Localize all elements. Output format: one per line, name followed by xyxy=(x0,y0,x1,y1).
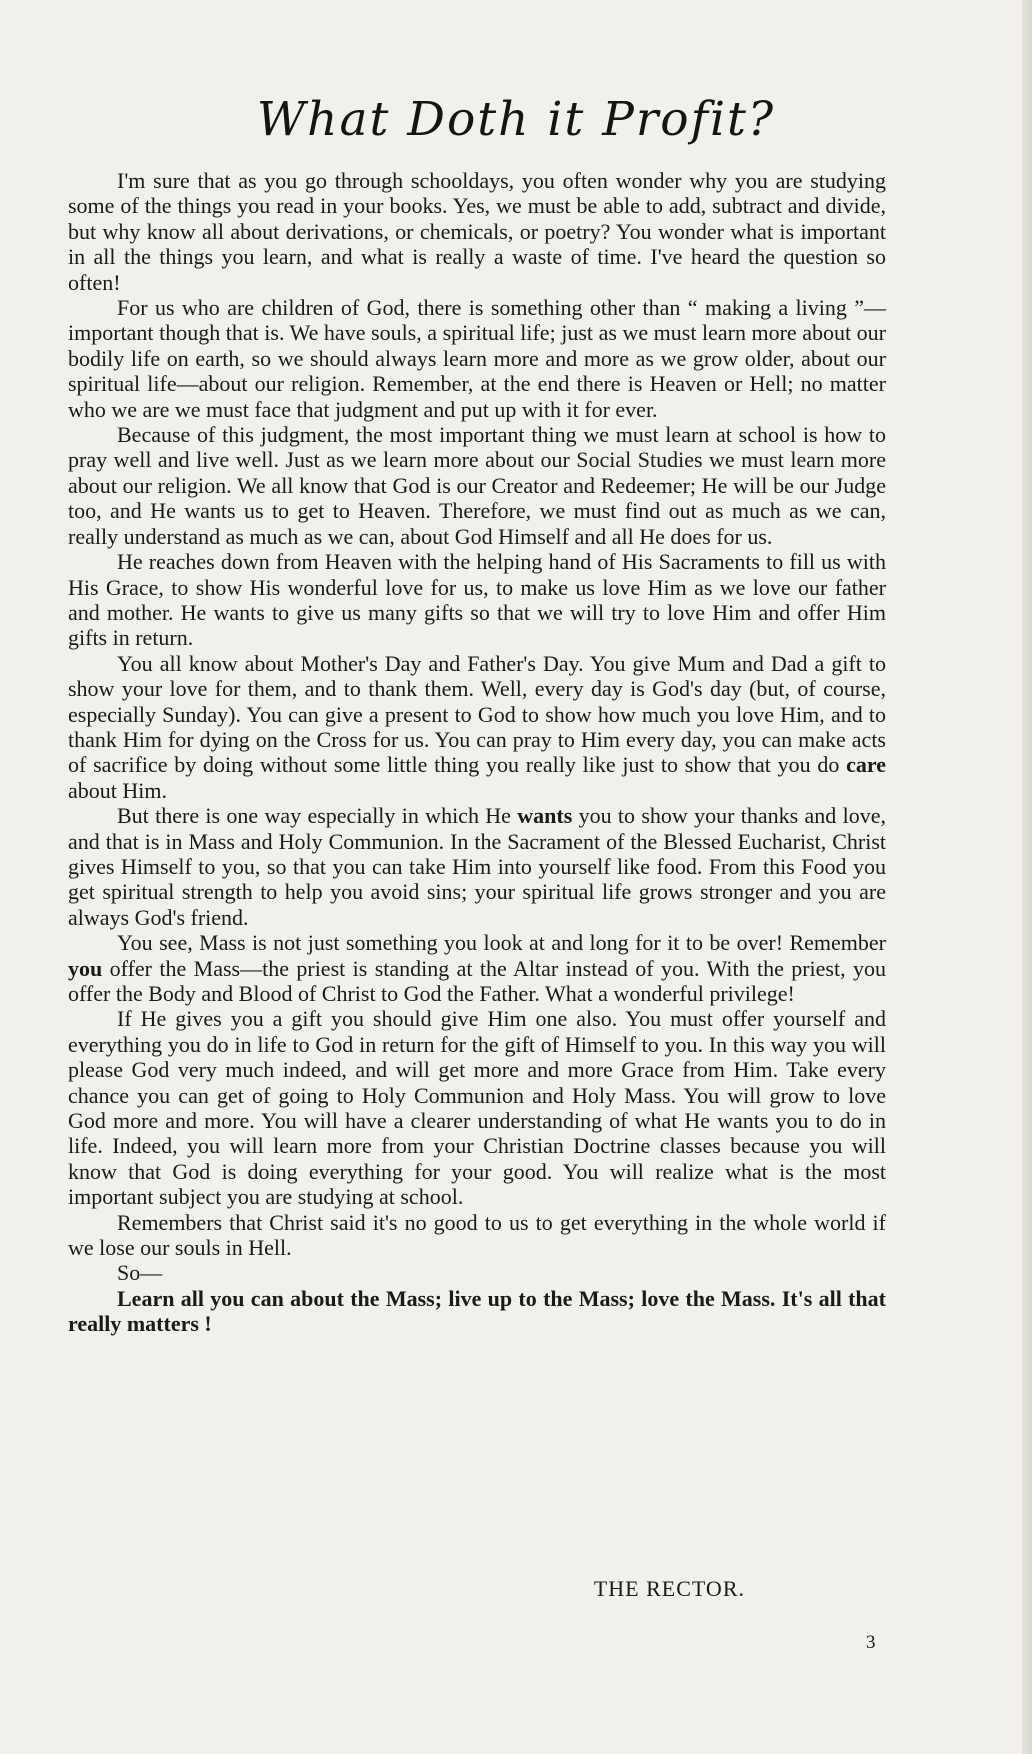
paragraph-text: Remembers that Christ said it's no good to us to get everything in the whole world if we lose our souls in Hell. xyxy=(68,1209,886,1261)
paragraph xyxy=(68,803,886,930)
emphasis-text: you xyxy=(68,955,103,981)
paragraph-text: You all know about Mother's Day and Father's Day. You give Mum and Dad a gift to show your love for them, and to thank them. Well, every day is God's day (but, of course, especially Sunday). You can give a present to God to show how much you love Him, and to thank Him for dying on the Cross for us. You can pray to Him every day, you can make acts of sacrifice by doing without some little thing you really like just to show that you do xyxy=(68,650,886,778)
paragraph-text: you to show your thanks and love, and that is in Mass and Holy Communion. In the Sacrament of the Blessed Eucharist, Christ gives Himself to you, so that you can take Him into yourself like food. From this Food you get spiritual strength to help you avoid sins; your spiritual life grows stronger and you are always God's friend. xyxy=(68,803,886,930)
paragraph xyxy=(68,422,886,549)
page-number: 3 xyxy=(866,1632,876,1653)
paragraph xyxy=(68,1006,886,1209)
paragraph-text: Because of this judgment, the most important thing we must learn at school is how to pray well and live well. Just as we learn more about our Social Studies we must learn more about our religion. We all know that God is our Creator and Redeemer; He will be our Judge too, and He wants us to get to Heaven. Therefore, we must find out as much as we can, really understand as much as we can, about God Himself and all He does for us. xyxy=(68,422,886,549)
article-body xyxy=(68,168,886,1337)
paragraph-text: So— xyxy=(117,1260,163,1286)
paragraph xyxy=(68,1260,886,1285)
paragraph-text: If He gives you a gift you should give Him one also. You must offer yourself and everything you do in life to God in return for the gift of Himself to you. In this way you will please God very much indeed, and will get more and more Grace from Him. Take every chance you can get of going to Holy Communion and Holy Mass. You will grow to love God more and more. You will have a clearer understanding of what He wants you to do in life. Indeed, you will learn more from your Christian Doctrine classes because you will know that God is doing everything for your good. You will realize what is the most important subject you are studying at school. xyxy=(68,1006,886,1210)
page-edge-shadow xyxy=(1022,0,1032,1754)
paragraph-text: about Him. xyxy=(68,777,167,803)
paragraph-text: I'm sure that as you go through schooldays, you often wonder why you are studying some of the things you read in your books. Yes, we must be able to add, subtract and divide, but why know all about derivations, or chemicals, or poetry? You wonder what is important in all the things you learn, and what is really a waste of time. I've heard the question so often! xyxy=(68,168,886,295)
paragraph xyxy=(68,1210,886,1261)
paragraph-text: offer the Mass—the priest is standing at the Altar instead of you. With the priest, you offer the Body and Blood of Christ to God the Father. What a wonderful privilege! xyxy=(68,955,886,1006)
emphasis-text: care xyxy=(846,752,886,778)
emphasis-text: wants xyxy=(517,803,573,829)
page-title: What Doth it Profit? xyxy=(256,92,776,147)
paragraph-text: But there is one way especially in which He xyxy=(117,803,518,829)
paragraph-text: He reaches down from Heaven with the helping hand of His Sacraments to fill us with His Grace, to show His wonderful love for us, to make us love Him as we love our father and mother. He wants to give us many gifts so that we will try to love Him and offer Him gifts in return. xyxy=(68,549,886,651)
paragraph xyxy=(68,168,886,295)
paragraph-text: For us who are children of God, there is something other than “ making a living ”—important though that is. We have souls, a spiritual life; just as we must learn more about our bodily life on earth, so we should always learn more and more as we grow older, about our spiritual life—about our religion. Remember, at the end there is Heaven or Hell; no matter who we are we must face that judgment and put up with it for ever. xyxy=(68,295,886,422)
closing-statement: Learn all you can about the Mass; live up to the Mass; love the Mass. It's all that really matters ! xyxy=(68,1285,886,1337)
paragraph-text: You see, Mass is not just something you look at and long for it to be over! Remember xyxy=(117,930,886,956)
paragraph xyxy=(68,549,886,651)
signature: THE RECTOR. xyxy=(593,1576,745,1601)
paragraph xyxy=(68,930,886,1006)
paragraph xyxy=(68,651,886,803)
paragraph xyxy=(68,295,886,422)
